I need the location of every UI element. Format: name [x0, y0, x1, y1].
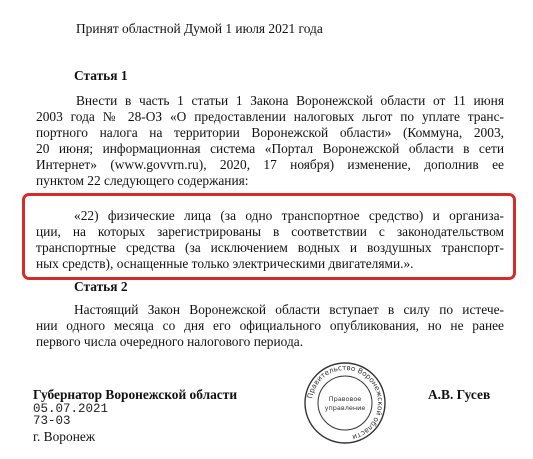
signing-date: 05.07.2021	[33, 402, 109, 416]
article-2-line: нии одного месяца со дня его официального опубликования, но не ранее	[36, 318, 504, 333]
quoted-item-line: ных средств), оснащенные только электрическими двигателями.».	[36, 256, 414, 271]
quoted-item-line: «22) физические лица (за одно транспортное средство) и организа-	[74, 208, 504, 223]
law-number: 73-03	[33, 414, 71, 428]
article-2-line: Настоящий Закон Воронежской области вступает в силу по истече-	[74, 302, 504, 317]
governor-name: А.В. Гусев	[428, 387, 491, 402]
article-1-line: пунктом 22 следующего содержания:	[36, 173, 249, 188]
adoption-note: Принят областной Думой 1 июля 2021 года	[76, 21, 323, 36]
stamp-ring-text: Правительство Воронежской области	[305, 362, 386, 443]
article-1-line: Внести в часть 1 статьи 1 Закона Воронежской области от 11 июня	[76, 93, 504, 108]
article-1-line: Интернет» (www.govvrn.ru), 2020, 17 ноября) изменение, дополнив ее	[36, 157, 504, 172]
signing-city: г. Воронеж	[33, 429, 96, 444]
stamp-center-text: Правовое	[328, 395, 362, 403]
article-1-title: Статья 1	[74, 68, 128, 83]
official-stamp	[303, 361, 387, 445]
governor-title: Губернатор Воронежской области	[33, 387, 238, 402]
article-1-line: 2003 года № 28-ОЗ «О предоставлении налоговых льгот по уплате транс-	[36, 109, 504, 124]
article-1-line: 20 июня; информационная система «Портал Воронежской области в сети	[36, 141, 504, 156]
stamp-center-text: управление	[324, 404, 366, 412]
quoted-item-line: транспортные средства (за исключением водных и воздушных транспорт-	[36, 240, 504, 255]
article-1-line: портного налога на территории Воронежской области» (Коммуна, 2003,	[36, 125, 504, 140]
article-2-title: Статья 2	[74, 279, 128, 294]
article-2-line: первого числа очередного налогового периода.	[36, 334, 304, 349]
quoted-item-line: ции, на которых зарегистрированы в соответствии с законодательством	[36, 224, 504, 239]
